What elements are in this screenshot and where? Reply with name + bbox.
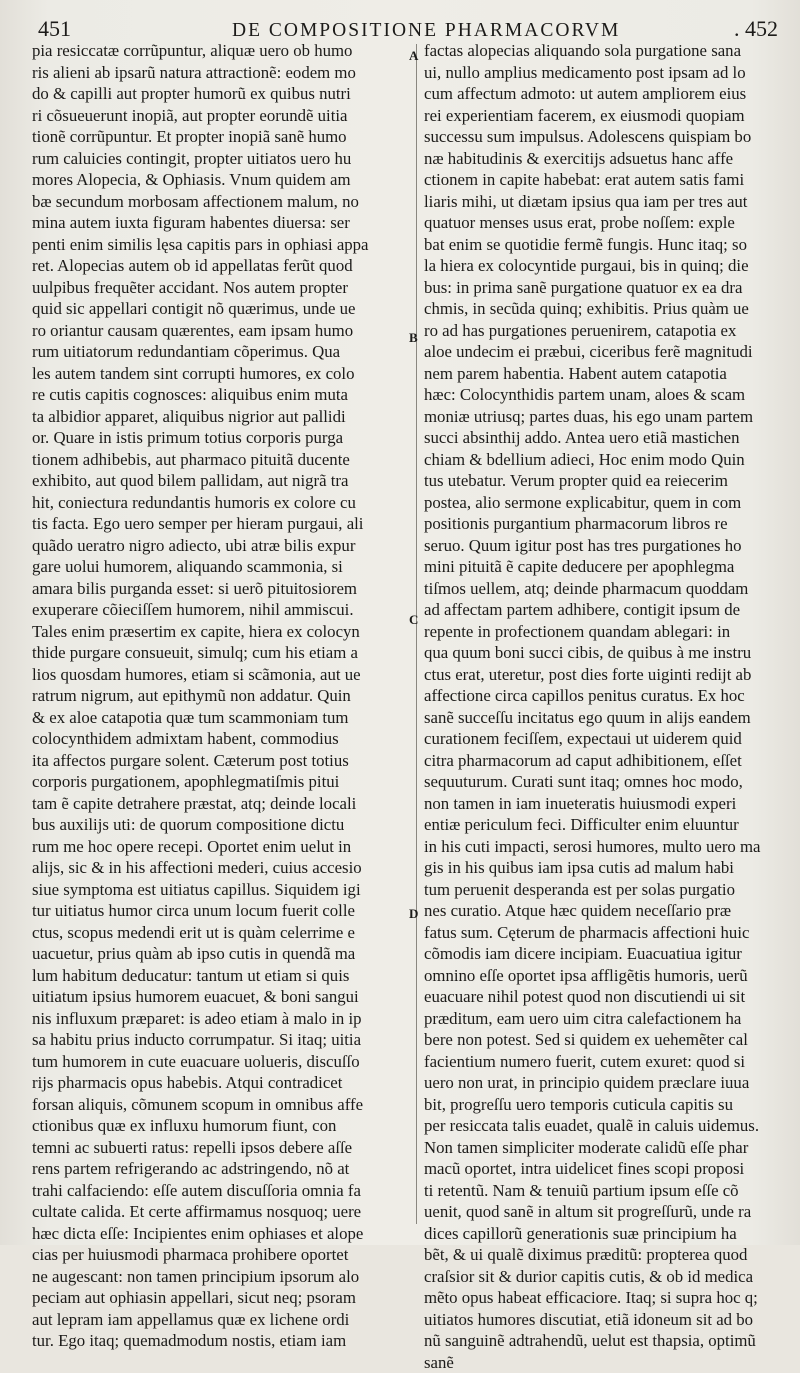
text-line: ro ad has purgationes peruenirem, catapotia ex bbox=[424, 320, 779, 342]
text-line: ctus erat, uteretur, post dies forte uiginti redijt ab bbox=[424, 664, 779, 686]
text-line: amara bilis purganda esset: si uerõ pituitosiorem bbox=[32, 578, 402, 600]
text-line: aloe undecim ei præbui, ciceribus ferẽ magnitudi bbox=[424, 341, 779, 363]
text-line: ro oriantur causam quærentes, eam ipsam humo bbox=[32, 320, 402, 342]
text-line: quid sic appellari contigit nõ quærimus, unde ue bbox=[32, 298, 402, 320]
margin-marker-d: D bbox=[409, 906, 418, 922]
text-line: ctus, scopus medendi erit ut is quàm celerrime e bbox=[32, 922, 402, 944]
running-title: DE COMPOSITIONE PHARMACORVM bbox=[232, 20, 620, 42]
text-line: hit, coniectura redundantis humoris ex colore cu bbox=[32, 492, 402, 514]
text-line: rum uitiatorum redundantiam cõperimus. Qua bbox=[32, 341, 402, 363]
text-line: gare uolui humorem, aliquando scammonia, si bbox=[32, 556, 402, 578]
text-line: lios quosdam humores, etiam si scãmonia, aut ue bbox=[32, 664, 402, 686]
text-line: mina autem iuxta figuram habentes diuersa: ser bbox=[32, 212, 402, 234]
text-line: bit, progreſſu uero temporis cuticula capitis su bbox=[424, 1094, 779, 1116]
text-line: tionem adhibebis, aut pharmaco pituitã ducente bbox=[32, 449, 402, 471]
text-line: fatus sum. Cęterum de pharmacis affectioni huic bbox=[424, 922, 779, 944]
text-line: chmis, in secũda quinq; exhibitis. Prius quàm ue bbox=[424, 298, 779, 320]
text-line: ret. Alopecias autem ob id appellatas ferũt quod bbox=[32, 255, 402, 277]
text-line: mores Alopecia, & Ophiasis. Vnum quidem am bbox=[32, 169, 402, 191]
text-line: gis in his quibus iam ipsa cutis ad malum habi bbox=[424, 857, 779, 879]
text-line: trahi calfaciendo: eſſe autem discuſſoria omnia fa bbox=[32, 1180, 402, 1202]
page-number-right: . 452 bbox=[734, 16, 778, 42]
text-line: bæ secundum morbosam affectionem malum, no bbox=[32, 191, 402, 213]
text-line: hæc: Colocynthidis partem unam, aloes & scam bbox=[424, 384, 779, 406]
text-line: exhibito, aut quod bilem pallidam, aut nigrã tra bbox=[32, 470, 402, 492]
text-line: facientium numero fuerit, cutem exuret: quod si bbox=[424, 1051, 779, 1073]
margin-marker-b: B bbox=[409, 330, 418, 346]
text-line: exuperare cõieciſſem humorem, nihil ammiscui. bbox=[32, 599, 402, 621]
text-line: re cutis capitis cognosces: aliquibus enim muta bbox=[32, 384, 402, 406]
text-line: cõmodis iam dicere incipiam. Euacuatiua igitur bbox=[424, 943, 779, 965]
text-line: corporis purgationem, apophlegmatiſmis pitui bbox=[32, 771, 402, 793]
text-line: dices capillorũ generationis suæ principium ha bbox=[424, 1223, 779, 1245]
text-line: nem parem habentia. Habent autem catapotia bbox=[424, 363, 779, 385]
text-line: tum peruenit desperanda est per solas purgatio bbox=[424, 879, 779, 901]
text-line: craſsior sit & durior capitis cutis, & ob id medica bbox=[424, 1266, 779, 1288]
text-line: ta albidior apparet, aliquibus nigrior aut pallidi bbox=[32, 406, 402, 428]
text-line: tam ẽ capite detrahere præstat, atq; deinde locali bbox=[32, 793, 402, 815]
text-line: liaris mihi, ut diætam ipsius qua iam per tres aut bbox=[424, 191, 779, 213]
text-line: curationem feciſſem, expectaui ut uiderem quid bbox=[424, 728, 779, 750]
right-text-column bbox=[424, 40, 779, 1373]
text-line: ris alieni ab ipsarũ natura attractionẽ: eodem mo bbox=[32, 62, 402, 84]
text-line: næ habitudinis & exercitijs adsuetus hanc affe bbox=[424, 148, 779, 170]
text-line: hæc dicta eſſe: Incipientes enim ophiases et alope bbox=[32, 1223, 402, 1245]
text-line: uero non urat, in principio quidem præclare iuua bbox=[424, 1072, 779, 1094]
text-line: tur uitiatus humor circa unum locum fuerit colle bbox=[32, 900, 402, 922]
text-line: chiam & bdellium adieci, Hoc enim modo Quin bbox=[424, 449, 779, 471]
text-line: penti enim similis lęsa capitis pars in ophiasi appa bbox=[32, 234, 402, 256]
text-line: temni ac subuerti ratus: repelli ipsos debere aſſe bbox=[32, 1137, 402, 1159]
text-line: qua quum boni succi cibis, de quibus à me instru bbox=[424, 642, 779, 664]
text-line: bus: in prima sanẽ purgatione quatuor ex ea dra bbox=[424, 277, 779, 299]
text-line: macũ oportet, intra uidelicet fines scopi proposi bbox=[424, 1158, 779, 1180]
text-line: omnino eſſe oportet ipsa affligẽtis humoris, uerũ bbox=[424, 965, 779, 987]
text-line: ti retentũ. Nam & tenuiũ partium ipsum eſſe cõ bbox=[424, 1180, 779, 1202]
text-line: bẽt, & ui qualẽ diximus præditũ: propterea quod bbox=[424, 1244, 779, 1266]
text-line: ui, nullo amplius medicamento post ipsam ad lo bbox=[424, 62, 779, 84]
text-line: & ex aloe catapotia quæ tum scammoniam tum bbox=[32, 707, 402, 729]
text-line: siue symptoma est uitiatus capillus. Siquidem igi bbox=[32, 879, 402, 901]
margin-marker-a: A bbox=[409, 48, 418, 64]
text-line: quatuor menses usus erat, probe noſſem: exple bbox=[424, 212, 779, 234]
text-line: quãdo ueratro nigro adiecto, ubi atræ bilis expur bbox=[32, 535, 402, 557]
text-line: forsan aliquis, cõmunem scopum in omnibus affe bbox=[32, 1094, 402, 1116]
text-line: tis facta. Ego uero semper per hieram purgaui, ali bbox=[32, 513, 402, 535]
text-line: sequuturum. Curati sunt itaq; omnes hoc modo, bbox=[424, 771, 779, 793]
text-line: ri cõsueuerunt inopiã, aut propter eorundẽ uitia bbox=[32, 105, 402, 127]
text-line: successu sum impulsus. Adolescens quispiam bo bbox=[424, 126, 779, 148]
column-divider bbox=[416, 44, 417, 1224]
text-line: do & capilli aut propter humorũ ex quibus nutri bbox=[32, 83, 402, 105]
text-line: tus utebatur. Verum propter quid ea reiecerim bbox=[424, 470, 779, 492]
text-line: sa habitu prius inducto corrumpatur. Si itaq; uitia bbox=[32, 1029, 402, 1051]
text-line: ad affectam partem adhibere, contigit ipsum de bbox=[424, 599, 779, 621]
text-line: sanẽ bbox=[424, 1352, 779, 1373]
text-line: non tamen in iam inueteratis huiusmodi experi bbox=[424, 793, 779, 815]
text-line: moniæ utriusq; partes duas, his ego unam partem bbox=[424, 406, 779, 428]
text-line: præditum, eam uero uim citra calefactionem ha bbox=[424, 1008, 779, 1030]
text-line: postea, alio sermone explicabitur, quem in com bbox=[424, 492, 779, 514]
page-number-left: 451 bbox=[38, 16, 71, 42]
text-line: Tales enim præsertim ex capite, hiera ex colocyn bbox=[32, 621, 402, 643]
text-line: rijs pharmacis opus habebis. Atqui contradicet bbox=[32, 1072, 402, 1094]
text-line: tum humorem in cute euacuare uolueris, discuſſo bbox=[32, 1051, 402, 1073]
text-line: entiæ periculum feci. Difficulter enim eluuntur bbox=[424, 814, 779, 836]
text-line: positionis purgantium pharmacorum libros re bbox=[424, 513, 779, 535]
text-line: rens partem refrigerando ac adstringendo, nõ at bbox=[32, 1158, 402, 1180]
text-line: uulpibus frequẽter accidant. Nos autem propter bbox=[32, 277, 402, 299]
text-line: ctionem in capite habebat: erat autem satis fami bbox=[424, 169, 779, 191]
text-line: mini pituitã ẽ capite deducere per apophlegma bbox=[424, 556, 779, 578]
text-line: bat enim se quotidie fermẽ fungis. Hunc itaq; so bbox=[424, 234, 779, 256]
text-line: rum caluicies contingit, propter uitiatos uero hu bbox=[32, 148, 402, 170]
text-line: citra pharmacorum ad caput adhibitionem, eſſet bbox=[424, 750, 779, 772]
text-line: les autem tandem sint corrupti humores, ex colo bbox=[32, 363, 402, 385]
text-line: tiſmos uellem, atq; deinde pharmacum quoddam bbox=[424, 578, 779, 600]
text-line: affectione circa capillos penitus curatus. Ex hoc bbox=[424, 685, 779, 707]
running-head bbox=[0, 8, 800, 42]
text-line: aut lepram iam appellamus quæ ex lichene ordi bbox=[32, 1309, 402, 1331]
text-line: tur. Ego itaq; quemadmodum nostis, etiam iam bbox=[32, 1330, 402, 1352]
text-line: la hiera ex colocyntide purgaui, bis in quinq; die bbox=[424, 255, 779, 277]
text-line: ne augescant: non tamen principium ipsorum alo bbox=[32, 1266, 402, 1288]
text-line: Non tamen simpliciter moderate calidũ eſſe phar bbox=[424, 1137, 779, 1159]
text-line: alijs, sic & in his affectioni mederi, cuius accesio bbox=[32, 857, 402, 879]
text-line: euacuare nihil potest quod non discutiendi ui sit bbox=[424, 986, 779, 1008]
text-line: nis influxum præparet: is adeo etiam à malo in ip bbox=[32, 1008, 402, 1030]
text-line: lum habitum deducatur: tantum ut etiam si quis bbox=[32, 965, 402, 987]
text-line: cias per huiusmodi pharmaca prohibere oportet bbox=[32, 1244, 402, 1266]
text-line: peciam aut ophiasin appellari, sicut neq; psoram bbox=[32, 1287, 402, 1309]
text-line: nũ sanguinẽ adtrahendũ, uelut est thapsia, optimũ bbox=[424, 1330, 779, 1352]
text-line: ita affectos purgare solent. Cæterum post totius bbox=[32, 750, 402, 772]
text-line: colocynthidem admixtam habent, commodius bbox=[32, 728, 402, 750]
text-line: uitiatos humores discutiat, etiã idoneum sit ad bo bbox=[424, 1309, 779, 1331]
text-line: succi absinthij addo. Antea uero etiã mastichen bbox=[424, 427, 779, 449]
text-line: cultate calida. Et certe affirmamus nosquoq; uere bbox=[32, 1201, 402, 1223]
text-line: ctionibus quæ ex influxu humorum fiunt, con bbox=[32, 1115, 402, 1137]
text-line: pia resiccatæ corrũpuntur, aliquæ uero ob humo bbox=[32, 40, 402, 62]
text-line: bus auxilijs uti: de quorum compositione dictu bbox=[32, 814, 402, 836]
margin-marker-c: C bbox=[409, 612, 418, 628]
text-line: uacuetur, prius quàm ab ipso cutis in quendã ma bbox=[32, 943, 402, 965]
text-line: ratrum nigrum, aut epithymũ non addatur. Quin bbox=[32, 685, 402, 707]
text-line: tionẽ corrũpuntur. Et propter inopiã sanẽ humo bbox=[32, 126, 402, 148]
text-line: factas alopecias aliquando sola purgatione sana bbox=[424, 40, 779, 62]
text-line: rum me hoc opere recepi. Oportet enim uelut in bbox=[32, 836, 402, 858]
text-line: bere non potest. Sed si quidem ex uehemẽter cal bbox=[424, 1029, 779, 1051]
text-line: repente in profectionem quandam ablegari: in bbox=[424, 621, 779, 643]
left-text-column bbox=[32, 40, 402, 1352]
text-line: uenit, quod sanẽ in altum sit progreſſurũ, unde ra bbox=[424, 1201, 779, 1223]
text-line: per resiccata talis euadet, qualẽ in caluis uidemus. bbox=[424, 1115, 779, 1137]
text-line: or. Quare in istis primum totius corporis purga bbox=[32, 427, 402, 449]
text-line: mẽto opus habeat efficaciore. Itaq; si supra hoc q; bbox=[424, 1287, 779, 1309]
text-line: rei experientiam facerem, ex eiusmodi quopiam bbox=[424, 105, 779, 127]
text-line: seruo. Quum igitur post has tres purgationes ho bbox=[424, 535, 779, 557]
text-line: uitiatum ipsius humorem euacuet, & boni sangui bbox=[32, 986, 402, 1008]
text-line: nes curatio. Atque hæc quidem neceſſario præ bbox=[424, 900, 779, 922]
text-line: cum affectum admoto: ut autem ampliorem eius bbox=[424, 83, 779, 105]
text-line: sanẽ succeſſu incitatus ego quum in alijs eandem bbox=[424, 707, 779, 729]
text-line: thide purgare consueuit, simulq; cum his etiam a bbox=[32, 642, 402, 664]
text-line: in his cuti impacti, serosi humores, multo uero ma bbox=[424, 836, 779, 858]
